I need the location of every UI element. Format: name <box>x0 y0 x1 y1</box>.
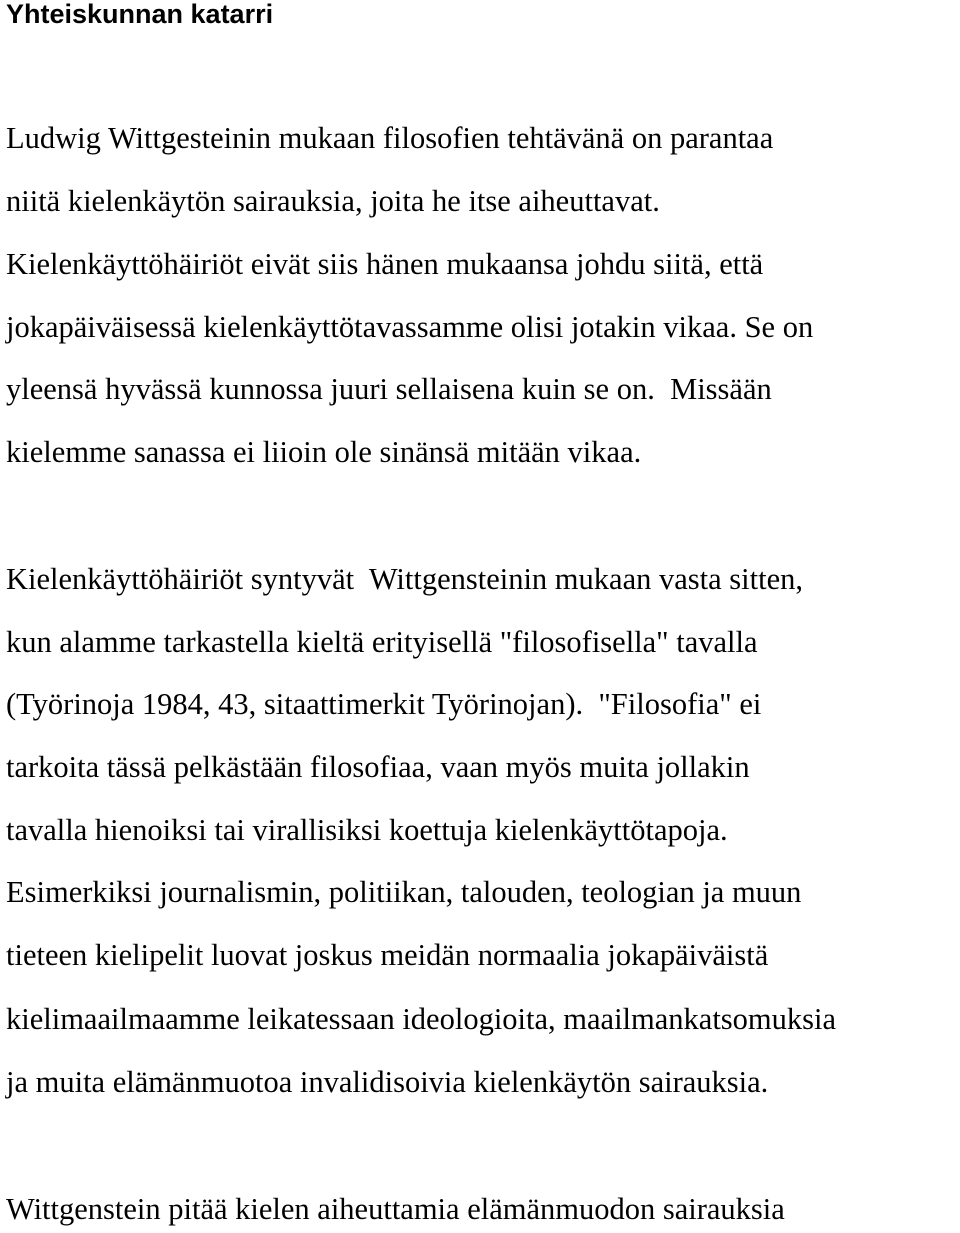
text-line: tavalla hienoiksi tai virallisiksi koettuja kielenkäyttötapoja. <box>6 813 728 847</box>
text-line: Esimerkiksi journalismin, politiikan, talouden, teologian ja muun <box>6 875 802 909</box>
text-line: kun alamme tarkastella kieltä erityisellä "filosofisella" tavalla <box>6 625 758 659</box>
text-line: kielemme sanassa ei liioin ole sinänsä mitään vikaa. <box>6 435 642 469</box>
text-line: Kielenkäyttöhäiriöt syntyvät Wittgensteinin mukaan vasta sitten, <box>6 562 803 596</box>
text-line: jokapäiväisessä kielenkäyttötavassamme olisi jotakin vikaa. Se on <box>6 310 814 344</box>
text-line: yleensä hyvässä kunnossa juuri sellaisena kuin se on. Missään <box>6 372 772 406</box>
document-title: Yhteiskunnan katarri <box>6 0 274 29</box>
text-line: (Työrinoja 1984, 43, sitaattimerkit Työrinojan). "Filosofia" ei <box>6 687 762 721</box>
text-line: Wittgenstein pitää kielen aiheuttamia elämänmuodon sairauksia <box>6 1192 785 1226</box>
text-line: tarkoita tässä pelkästään filosofiaa, vaan myös muita jollakin <box>6 750 750 784</box>
text-line: kielimaailmaamme leikatessaan ideologioita, maailmankatsomuksia <box>6 1002 837 1036</box>
text-line: niitä kielenkäytön sairauksia, joita he itse aiheuttavat. <box>6 184 660 218</box>
text-line: Ludwig Wittgesteinin mukaan filosofien tehtävänä on parantaa <box>6 121 774 155</box>
text-line: Kielenkäyttöhäiriöt eivät siis hänen mukaansa johdu siitä, että <box>6 247 764 281</box>
text-line: ja muita elämänmuotoa invalidisoivia kielenkäytön sairauksia. <box>6 1065 769 1099</box>
text-line: tieteen kielipelit luovat joskus meidän normaalia jokapäiväistä <box>6 938 769 972</box>
